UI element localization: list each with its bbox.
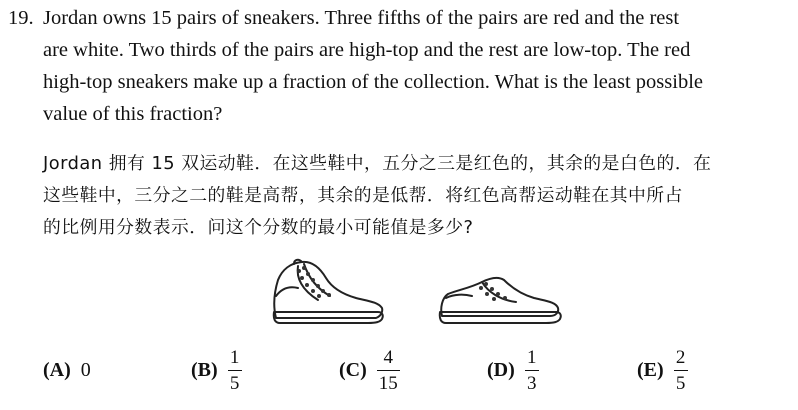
- problem-chinese-line-1: Jordan 拥有 15 双运动鞋．在这些鞋中，五分之三是红色的，其余的是白色的．在: [43, 153, 712, 174]
- choice-d[interactable]: [487, 340, 539, 400]
- question-number: 19.: [8, 7, 34, 29]
- choice-e-fraction: [674, 348, 688, 393]
- choice-a-value: 0: [80, 358, 91, 381]
- choice-c-label: (C): [339, 358, 367, 381]
- problem-chinese-line-2: 这些鞋中，三分之二的鞋是高帮，其余的是低帮．将红色高帮运动鞋在其中所占: [43, 185, 683, 206]
- choice-e-numerator: 2: [675, 346, 686, 368]
- problem-line-1: [8, 2, 792, 34]
- sneakers-illustration: [268, 258, 628, 328]
- problem-text-chinese: [43, 148, 793, 244]
- choice-b-numerator: 1: [229, 346, 240, 368]
- problem-english-line-1: Jordan owns 15 pairs of sneakers. Three fifths of the pairs are red and the rest: [43, 7, 680, 29]
- low-top-sneaker-icon: [440, 278, 561, 323]
- choice-d-denominator: 3: [527, 372, 537, 394]
- problem-text-english: [8, 2, 792, 130]
- sneakers-figure: [268, 258, 628, 328]
- choice-b-denominator: 5: [229, 372, 240, 394]
- choice-c[interactable]: [339, 340, 400, 400]
- choice-d-numerator: 1: [527, 346, 537, 368]
- choice-b-fraction: [228, 348, 242, 393]
- problem-english-line-2: are white. Two thirds of the pairs are high-top and the rest are low-top. The red: [43, 39, 691, 61]
- problem-chinese-line-3: 的比例用分数表示．问这个分数的最小可能值是多少?: [43, 217, 474, 238]
- choice-b[interactable]: [191, 340, 242, 400]
- choice-e-label: (E): [637, 358, 664, 381]
- choice-b-label: (B): [191, 358, 218, 381]
- choice-e-denominator: 5: [675, 372, 686, 394]
- choice-a[interactable]: [43, 340, 91, 400]
- answer-choices: [43, 340, 783, 400]
- choice-a-label: (A): [43, 358, 71, 381]
- choice-c-numerator: 4: [383, 346, 394, 368]
- choice-d-fraction: [525, 348, 539, 393]
- choice-c-fraction: [377, 348, 400, 393]
- choice-e[interactable]: [637, 340, 688, 400]
- high-top-sneaker-icon: [274, 260, 383, 323]
- problem-english-line-3: high-top sneakers make up a fraction of the collection. What is the least possible: [43, 71, 703, 93]
- choice-c-denominator: 15: [378, 372, 398, 394]
- problem-english-line-4: value of this fraction?: [43, 103, 223, 125]
- choice-d-label: (D): [487, 358, 515, 381]
